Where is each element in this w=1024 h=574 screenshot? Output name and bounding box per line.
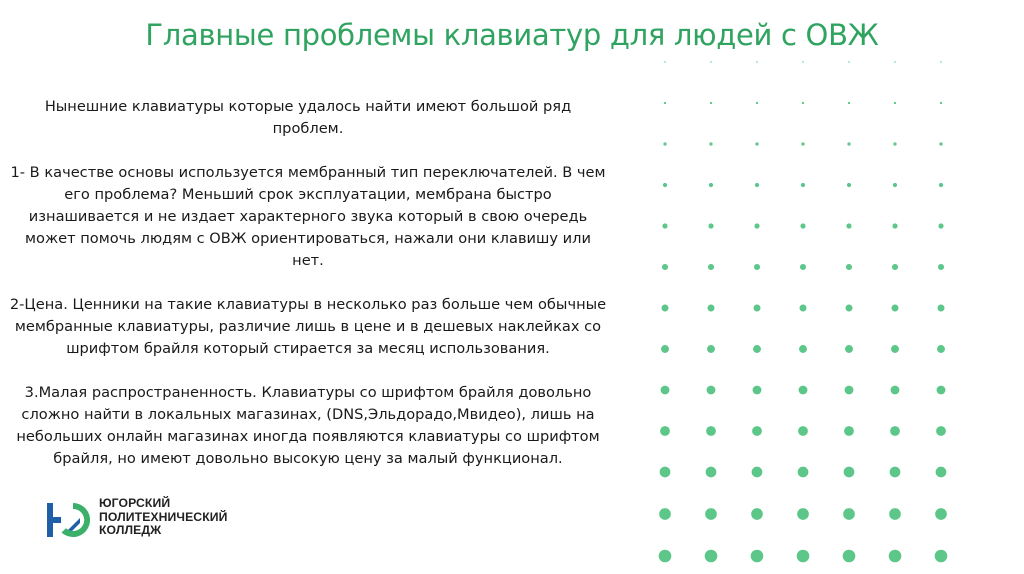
decor-dot: [939, 183, 943, 187]
decor-dot: [660, 467, 671, 478]
decor-dot: [801, 183, 805, 187]
decor-dot: [707, 345, 715, 353]
decor-dot: [662, 305, 669, 312]
decor-dot: [662, 223, 667, 228]
decor-dot: [846, 305, 853, 312]
decor-dot: [661, 386, 670, 395]
decor-dot: [663, 142, 666, 145]
problem-3-paragraph: 3.Малая распространенность. Клавиатуры со шрифтом брайля довольно сложно найти в локальных магазинах, (DNS,Эльдорадо,Мвидео), лишь на небольших онлайн магазинах иногда появляются клавиатуры со шрифтом брайля, но имеют довольно высокую цену за малый функционал.: [16, 384, 600, 467]
decor-dot: [890, 467, 901, 478]
decor-dot: [846, 264, 852, 270]
decor-dot: [893, 142, 896, 145]
decor-dot: [802, 102, 804, 104]
decor-dot: [936, 467, 947, 478]
decor-dot: [935, 550, 948, 563]
decor-dot: [663, 183, 667, 187]
decor-dot: [752, 467, 763, 478]
decor-dot: [707, 386, 716, 395]
decor-dot: [940, 61, 941, 62]
decor-dot: [940, 102, 942, 104]
decor-dot: [799, 345, 807, 353]
decor-dot: [753, 386, 762, 395]
decor-dot: [935, 508, 947, 520]
decor-dot: [799, 386, 808, 395]
decor-dot: [844, 467, 855, 478]
decor-dot: [709, 183, 713, 187]
college-name-line-1: ЮГОРСКИЙ: [99, 496, 171, 510]
decor-dot: [800, 305, 807, 312]
college-name: [99, 497, 227, 538]
decor-dot: [893, 183, 897, 187]
problem-1-paragraph: 1- В качестве основы используется мембранный тип переключателей. В чем его проблема? Меньший срок эксплуатации, мембрана быстро изнашивается и не издает характерного звука который в свою очередь может помочь людям с ОВЖ ориентироваться, нажали они клавишу или нет.: [10, 164, 606, 269]
decor-dot: [938, 264, 944, 270]
decor-dot: [710, 61, 711, 62]
decor-dot: [754, 264, 760, 270]
decor-dot: [752, 426, 762, 436]
decor-dot: [843, 550, 856, 563]
decor-dot: [659, 508, 671, 520]
decor-dot: [844, 426, 854, 436]
decor-dot: [797, 550, 810, 563]
decor-dot: [797, 508, 809, 520]
decor-dot: [802, 61, 803, 62]
decor-dot: [754, 305, 761, 312]
decor-dot: [751, 508, 763, 520]
decor-dot: [662, 264, 668, 270]
college-logo-icon: [46, 499, 94, 541]
decor-dot: [939, 142, 942, 145]
decor-dot: [661, 345, 669, 353]
decor-dot: [754, 223, 759, 228]
decor-dot: [708, 223, 713, 228]
decor-dot: [709, 142, 712, 145]
decor-dot: [756, 61, 757, 62]
decor-dot: [755, 142, 758, 145]
college-name-line-3: КОЛЛЕДЖ: [99, 523, 162, 537]
decor-dot: [937, 386, 946, 395]
decor-dot: [891, 345, 899, 353]
decor-dot: [843, 508, 855, 520]
decor-dot: [937, 345, 945, 353]
decor-dot: [708, 264, 714, 270]
decor-dot: [848, 102, 850, 104]
problem-2-paragraph: 2-Цена. Ценники на такие клавиатуры в несколько раз больше чем обычные мембранные клавиатуры, различие лишь в цене и в дешевых наклейках со шрифтом брайля который стирается за месяц использования.: [9, 296, 607, 357]
decor-dot: [845, 345, 853, 353]
decor-dot: [845, 386, 854, 395]
decor-dot: [798, 467, 809, 478]
decor-dot: [894, 61, 895, 62]
decor-dot: [847, 183, 851, 187]
slide-title: Главные проблемы клавиатур для людей с ОВЖ: [145, 18, 879, 52]
decor-dot: [892, 305, 899, 312]
decor-dot: [798, 426, 808, 436]
decor-dot: [889, 508, 901, 520]
decor-dot: [847, 142, 850, 145]
decor-dot: [848, 61, 849, 62]
decor-dot: [890, 426, 900, 436]
decor-dot: [751, 550, 764, 563]
college-name-line-2: ПОЛИТЕХНИЧЕСКИЙ: [99, 509, 228, 524]
decor-dot: [756, 102, 758, 104]
decor-dot: [846, 223, 851, 228]
decor-dot: [705, 550, 718, 563]
decor-dot: [659, 550, 672, 563]
decor-dot: [892, 223, 897, 228]
decor-dot: [755, 183, 759, 187]
decor-dot: [938, 223, 943, 228]
decor-dot: [705, 508, 717, 520]
decor-dot: [708, 305, 715, 312]
decor-dot: [664, 102, 666, 104]
decor-dot: [891, 386, 900, 395]
decor-dot: [706, 426, 716, 436]
college-logo: [46, 496, 246, 546]
decor-dot: [706, 467, 717, 478]
decor-dot: [889, 550, 902, 563]
decor-dot: [938, 305, 945, 312]
intro-paragraph: Нынешние клавиатуры которые удалось найти имеют большой ряд проблем.: [44, 98, 572, 137]
decor-dot: [801, 142, 804, 145]
decor-dot: [753, 345, 761, 353]
decor-dot: [936, 426, 946, 436]
decor-dot: [800, 264, 806, 270]
slide-body: [8, 96, 608, 470]
decor-dot: [894, 102, 896, 104]
decor-dot: [800, 223, 805, 228]
decor-dot: [664, 61, 665, 62]
decor-dot: [710, 102, 712, 104]
decor-dot: [660, 426, 670, 436]
decor-dot: [892, 264, 898, 270]
